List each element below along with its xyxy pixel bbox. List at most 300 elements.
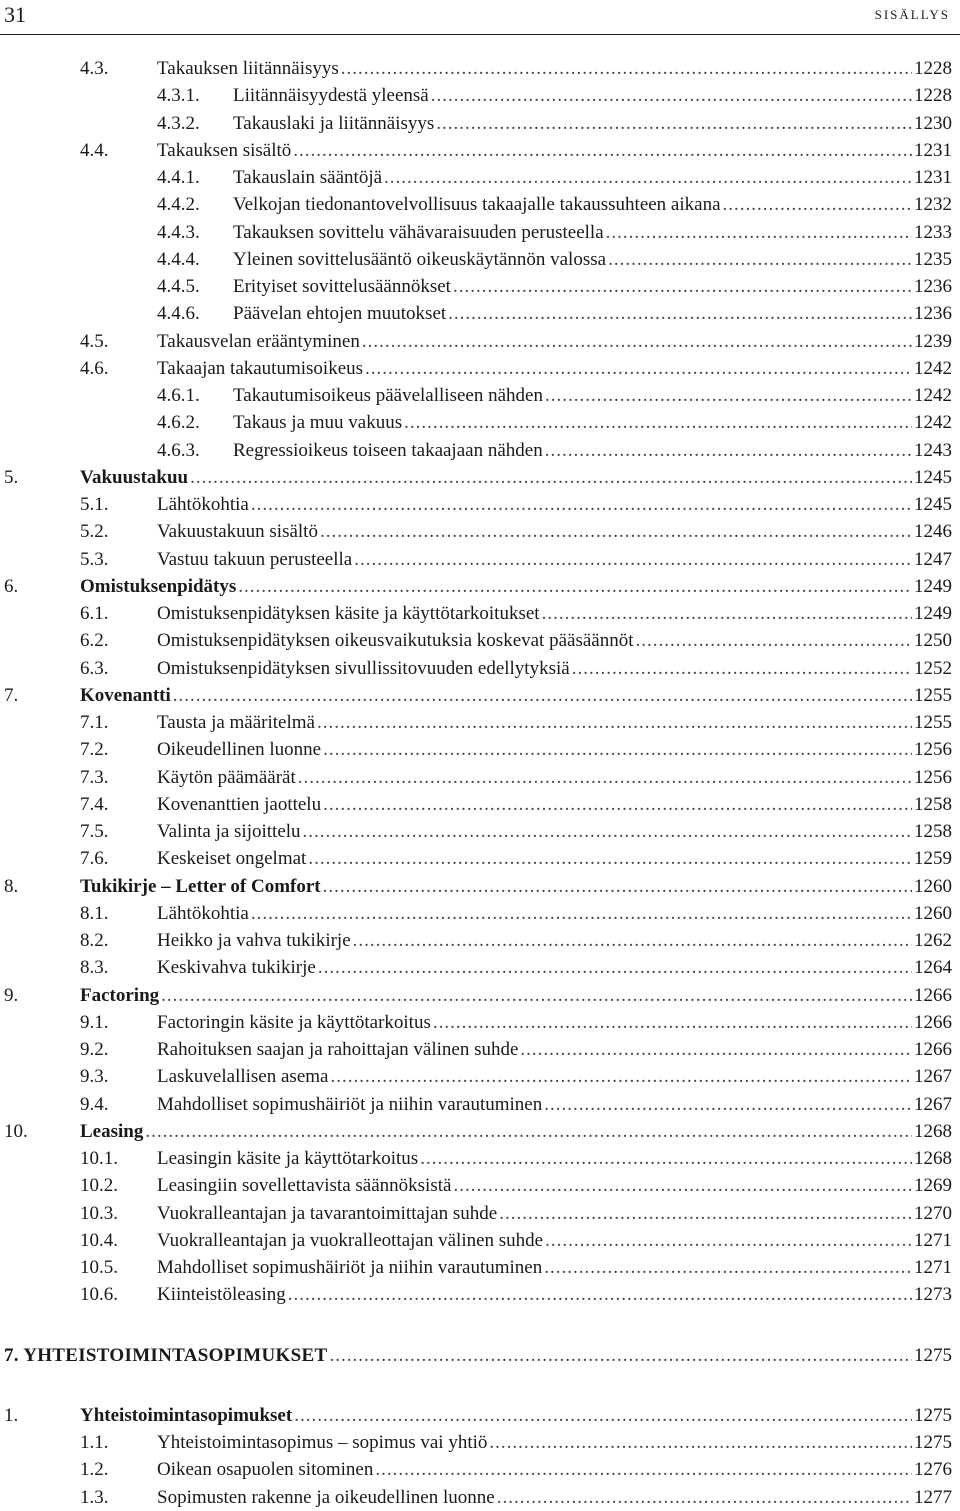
toc-entry-page: 1255 [914,712,952,733]
toc-entry[interactable] [0,1172,952,1199]
dot-leader [453,1172,912,1199]
toc-entry-number: 9.3. [80,1066,109,1088]
toc-entry-number: 4.3. [80,58,109,79]
toc-entry-page: 1275 [914,1432,952,1453]
dot-leader [489,1429,912,1456]
dot-leader [173,682,912,709]
toc-entry-body [157,736,952,763]
toc-entry-page: 1276 [914,1459,952,1481]
toc-entry[interactable] [0,1254,952,1281]
toc-entry-number: 6. [4,575,19,597]
toc-entry-body [233,164,952,191]
toc-entry-page: 1243 [914,439,952,461]
dot-leader [161,982,912,1009]
dot-leader [608,246,912,273]
toc-entry-title: Yhteistoimintasopimus – sopimus vai yhtiö [157,1432,488,1453]
toc-entry-body [233,382,952,409]
toc-entry-body [157,1200,952,1227]
toc-entry-body [157,954,952,981]
toc-entry[interactable] [0,627,952,654]
dot-leader [323,791,912,818]
toc-entry-number: 8. [4,875,19,897]
toc-entry-title: Kovenanttien jaottelu [157,793,322,815]
toc-entry-number: 4.6.2. [157,412,200,434]
toc-entry[interactable] [0,982,952,1009]
toc-entry[interactable] [0,1063,952,1090]
dot-leader [636,627,913,654]
toc-entry-number: 10.5. [80,1257,118,1278]
toc-entry-body [157,1063,952,1090]
toc-entry[interactable] [0,1200,952,1227]
toc-entry-page: 1258 [914,821,952,842]
toc-entry[interactable] [0,900,952,927]
toc-entry[interactable] [0,437,952,464]
dot-leader [433,1009,912,1036]
toc-entry-number: 1.1. [80,1432,109,1453]
dot-leader [497,1484,912,1511]
toc-entry-body [157,546,952,573]
toc-entry-number: 1.3. [80,1486,109,1508]
toc-entry-body [157,1091,952,1118]
toc-entry[interactable] [0,709,952,736]
toc-entry-title: Regressioikeus toiseen takaajaan nähden [233,439,543,461]
toc-entry-page: 1260 [914,875,952,897]
toc-entry[interactable] [0,355,952,382]
dot-leader [436,110,912,137]
dot-leader [238,573,912,600]
toc-entry-number: 9. [4,984,19,1006]
toc-entry-title: Mahdolliset sopimushäiriöt ja niihin varautuminen [157,1257,543,1278]
toc-entry-body [233,437,952,464]
toc-entry-body [157,55,952,82]
toc-entry-page: 1245 [914,494,952,515]
toc-entry-body [233,191,952,218]
toc-entry-title: Vuokralleantajan ja vuokralleottajan välinen suhde [157,1229,544,1251]
dot-leader [294,1402,912,1429]
toc-entry-body [80,573,952,600]
toc-entry-page: 1260 [914,902,952,924]
toc-entry-page: 1246 [914,521,952,543]
toc-entry-number: 9.2. [80,1039,109,1060]
toc-entry-body [80,982,952,1009]
toc-entry-page: 1242 [914,385,952,406]
toc-entry[interactable] [0,55,952,82]
toc-entry-page: 1267 [914,1093,952,1115]
toc-entry-body [157,1172,952,1199]
toc-entry[interactable] [0,246,952,273]
toc-entry-number: 5. [4,466,19,488]
toc-entry-body [157,791,952,818]
toc-entry-body [157,818,952,845]
dot-leader [251,491,912,518]
toc-entry-page: 1256 [914,739,952,761]
toc-entry[interactable] [0,464,952,491]
toc-entry-number: 4.6.1. [157,385,200,406]
dot-leader [329,1342,912,1369]
toc-entry-title: Velkojan tiedonantovelvollisuus takaajalle takaussuhteen aikana [233,194,721,216]
toc-entry[interactable] [0,1227,952,1254]
toc-entry-title: Leasingiin sovellettavista säännöksistä [157,1175,452,1197]
toc-entry-page: 1239 [914,330,952,352]
toc-entry-body [233,300,952,327]
toc-entry[interactable] [0,382,952,409]
dot-leader [542,600,912,627]
toc-entry-title: Liitännäisyydestä yleensä [233,85,429,107]
toc-entry-number: 4.6.3. [157,439,200,461]
toc-entry-number: 4.4.4. [157,248,200,270]
dot-leader [323,873,912,900]
toc-entry-number: 4.6. [80,357,109,379]
toc-entry-body [233,246,952,273]
dot-leader [544,1091,912,1118]
toc-entry[interactable] [0,954,952,981]
toc-entry-page: 1236 [914,303,952,325]
toc-entry-page: 1277 [914,1486,952,1508]
page-header [0,0,960,34]
toc-entry-number: 10.2. [80,1175,118,1197]
toc-entry-page: 1275 [914,1404,952,1426]
toc-entry-body [157,1254,952,1281]
toc-entry-page: 1270 [914,1202,952,1224]
toc-entry-page: 1258 [914,793,952,815]
toc-entry[interactable] [0,518,952,545]
toc-entry-page: 1266 [914,1039,952,1060]
toc-entry-page: 1231 [914,139,952,161]
toc-entry[interactable] [0,873,952,900]
header-rule [0,34,960,35]
toc-entry[interactable] [0,110,952,137]
toc-entry-title: Takaus ja muu vakuus [233,412,403,434]
dot-leader [190,464,912,491]
toc-entry-page: 1249 [914,575,952,597]
toc-entry[interactable] [0,736,952,763]
toc-entry-page: 1230 [914,112,952,134]
toc-entry-number: 7.6. [80,848,109,870]
toc-entry-title: Laskuvelallisen asema [157,1066,329,1088]
toc-entry-page: 1242 [914,357,952,379]
toc-entry-number: 6.3. [80,657,109,679]
toc-entry-page: 1271 [914,1257,952,1278]
toc-entry-body [157,1484,952,1511]
toc-entry-title: Lähtökohtia [157,494,249,515]
toc-entry-number: 1.2. [80,1459,109,1481]
dot-leader [353,927,912,954]
toc-entry-title: Mahdolliset sopimushäiriöt ja niihin varautuminen [157,1093,543,1115]
toc-entry-body [80,464,952,491]
toc-entry[interactable] [0,191,952,218]
toc-entry[interactable] [0,137,952,164]
toc-entry[interactable] [0,1091,952,1118]
toc-entry[interactable] [0,655,952,682]
toc-entry-title: Takauksen sovittelu vähävaraisuuden perusteella [233,221,604,243]
toc-entry[interactable] [0,845,952,872]
toc-entry-body [233,110,952,137]
toc-entry-page: 1228 [914,58,952,79]
toc-entry-body [157,764,952,791]
toc-entry-title: Kiinteistöleasing [157,1284,286,1306]
toc-entry-body [157,627,952,654]
toc-entry[interactable] [0,1036,952,1063]
toc-entry-title: Omistuksenpidätyksen oikeusvaikutuksia koskevat pääsäännöt [157,630,634,652]
toc-entry-page: 1259 [914,848,952,870]
toc-entry-title: 7. YHTEISTOIMINTASOPIMUKSET [4,1344,328,1366]
dot-leader [318,954,912,981]
toc-entry-page: 1255 [914,684,952,706]
dot-leader [520,1036,912,1063]
toc-entry[interactable] [0,600,952,627]
toc-entry-page: 1245 [914,466,952,488]
toc-entry-page: 1264 [914,957,952,979]
toc-entry-body [233,82,952,109]
toc-entry-number: 8.1. [80,902,109,924]
toc-entry-body [157,927,952,954]
dot-leader [723,191,912,218]
toc-entry[interactable] [0,1009,952,1036]
toc-entry-number: 4.4.2. [157,194,200,216]
toc-entry-title: Yleinen sovittelusääntö oikeuskäytännön valossa [233,248,607,270]
toc-entry-title: Heikko ja vahva tukikirje [157,930,351,951]
toc-entry[interactable] [0,1402,952,1429]
toc-entry-number: 4.4.3. [157,221,200,243]
toc-entry[interactable] [0,491,952,518]
dot-leader [288,1281,912,1308]
toc-entry-title: Sopimusten rakenne ja oikeudellinen luonne [157,1486,495,1508]
toc-entry-title: Factoringin käsite ja käyttötarkoitus [157,1011,431,1033]
toc-entry-title: Omistuksenpidätys [80,575,237,597]
toc-entry-title: Vuokralleantajan ja tavarantoimittajan suhde [157,1202,498,1224]
toc-entry[interactable] [0,328,952,355]
toc-entry-body [233,273,952,300]
dot-leader [499,1200,912,1227]
running-head: sisällys [874,3,950,23]
toc-entry-page: 1249 [914,603,952,624]
dot-leader [354,546,912,573]
dot-leader [317,709,912,736]
toc-entry-number: 7.3. [80,766,109,788]
toc-entry-body [157,845,952,872]
toc-entry-body [157,1227,952,1254]
dot-leader [420,1145,912,1172]
toc-entry-title: Keskeiset ongelmat [157,848,307,870]
toc-entry-title: Kovenantti [80,684,171,706]
toc-entry[interactable] [0,791,952,818]
toc-entry-body [157,518,952,545]
toc-entry-title: Vakuustakuun sisältö [157,521,318,543]
toc-entry-body [157,1429,952,1456]
toc-entry-title: Keskivahva tukikirje [157,957,316,979]
toc-entry-page: 1250 [914,630,952,652]
toc-entry-body [157,355,952,382]
toc-entry-page: 1232 [914,194,952,216]
toc-entry-page: 1267 [914,1066,952,1088]
toc-entry-number: 7.2. [80,739,109,761]
toc-entry-number: 6.2. [80,630,109,652]
toc-entry-number: 10.6. [80,1284,118,1306]
toc-entry-title: Tausta ja määritelmä [157,712,315,733]
dot-leader [298,764,912,791]
toc-entry-page: 1235 [914,248,952,270]
toc-entry[interactable] [0,1145,952,1172]
toc-entry[interactable] [0,573,952,600]
toc-entry-body [157,1281,952,1308]
toc-entry-page: 1269 [914,1175,952,1197]
toc-entry-number: 10.1. [80,1148,118,1169]
toc-entry-number: 10. [4,1120,28,1142]
toc-entry[interactable] [0,1429,952,1456]
dot-leader [545,1227,912,1254]
dot-leader [431,82,912,109]
toc-entry-page: 1231 [914,167,952,188]
toc-entry-number: 7. [4,684,19,706]
dot-leader [384,164,912,191]
dot-leader [453,273,912,300]
toc-entry-body [80,1118,952,1145]
toc-entry-number: 5.2. [80,521,109,543]
toc-entry-title: Takausvelan erääntyminen [157,330,360,352]
toc-entry-number: 10.3. [80,1202,118,1224]
toc-entry-number: 7.1. [80,712,109,733]
toc-entry[interactable] [0,1281,952,1308]
page-number: 31 [4,2,26,27]
toc-entry-number: 4.4.6. [157,303,200,325]
toc-entry-page: 1236 [914,276,952,297]
toc-entry-number: 7.4. [80,793,109,815]
toc-entry-page: 1228 [914,85,952,107]
toc-entry-body [157,1456,952,1483]
dot-leader [544,1254,912,1281]
toc-entry-number: 8.2. [80,930,109,951]
toc-entry-title: Tukikirje – Letter of Comfort [80,875,321,897]
toc-entry-page: 1273 [914,1284,952,1306]
toc-entry-number: 4.3.2. [157,112,200,134]
toc-entry[interactable] [0,219,952,246]
toc-entry[interactable] [0,682,952,709]
toc-entry-number: 4.4. [80,139,109,161]
toc-entry-title: Takauksen liitännäisyys [157,58,339,79]
dot-leader [572,655,912,682]
dot-leader [448,300,912,327]
toc-entry-page: 1262 [914,930,952,951]
toc-entry[interactable] [0,82,952,109]
toc-entry-number: 4.5. [80,330,109,352]
toc-entry-title: Leasing [80,1120,144,1142]
toc-entry-title: Omistuksenpidätyksen sivullissitovuuden edellytyksiä [157,657,570,679]
toc-entry-number: 4.3.1. [157,85,200,107]
dot-leader [545,437,912,464]
toc-entry[interactable] [0,273,952,300]
toc-entry-page: 1266 [914,1011,952,1033]
dot-leader [606,219,912,246]
toc-entry-page: 1252 [914,657,952,679]
toc-entry-title: Oikean osapuolen sitominen [157,1459,374,1481]
toc-entry-body [233,409,952,436]
dot-leader [362,328,912,355]
toc-entry-body [157,491,952,518]
toc-entry-title: Yhteistoimintasopimukset [80,1404,293,1426]
toc-entry-body [157,1009,952,1036]
toc-entry-number: 5.3. [80,548,109,570]
toc-entry-page: 1275 [914,1344,952,1366]
toc-entry-title: Leasingin käsite ja käyttötarkoitus [157,1148,419,1169]
toc-entry-body [80,682,952,709]
dot-leader [341,55,912,82]
toc-entry-number: 4.4.5. [157,276,200,297]
toc-entry-title: Lähtökohtia [157,902,249,924]
toc-entry[interactable] [0,409,952,436]
toc-entry-body [157,1036,952,1063]
dot-leader [375,1456,912,1483]
toc-entry-title: Rahoituksen saajan ja rahoittajan välinen suhde [157,1039,519,1060]
toc-entry-body [80,873,952,900]
dot-leader [303,818,912,845]
dot-leader [320,518,912,545]
toc-entry-title: Oikeudellinen luonne [157,739,322,761]
dot-leader [293,137,912,164]
toc-entry-number: 7.5. [80,821,109,842]
toc-entry[interactable] [0,1456,952,1483]
toc-entry-body [157,328,952,355]
toc-entry-body [157,709,952,736]
toc-entry-number: 1. [4,1404,19,1426]
toc-entry-body [157,900,952,927]
toc-entry-page: 1233 [914,221,952,243]
toc-entry-title: Takaajan takautumisoikeus [157,357,364,379]
toc-entry[interactable] [0,546,952,573]
toc-entry-page: 1256 [914,766,952,788]
toc-entry-page: 1268 [914,1148,952,1169]
toc-entry[interactable] [0,164,952,191]
toc-entry[interactable] [0,927,952,954]
dot-leader [308,845,912,872]
toc-entry-title: Takauslaki ja liitännäisyys [233,112,435,134]
toc-entry-page: 1242 [914,412,952,434]
toc-entry-title: Takauslain sääntöjä [233,167,383,188]
toc-entry[interactable] [0,1118,952,1145]
toc-entry-body [157,655,952,682]
toc-entry-title: Omistuksenpidätyksen käsite ja käyttötarkoitukset [157,603,540,624]
toc-entry-body [233,219,952,246]
dot-leader [545,382,912,409]
toc-entry-title: Vastuu takuun perusteella [157,548,353,570]
toc-entry-page: 1271 [914,1229,952,1251]
toc-entry-number: 8.3. [80,957,109,979]
toc-entry-page: 1268 [914,1120,952,1142]
toc-entry-title: Käytön päämäärät [157,766,296,788]
dot-leader [145,1118,912,1145]
toc-entry-number: 9.1. [80,1011,109,1033]
toc-entry[interactable] [0,764,952,791]
toc-entry-number: 5.1. [80,494,109,515]
toc-entry[interactable] [0,300,952,327]
toc-entry-title: Takautumisoikeus päävelalliseen nähden [233,385,543,406]
toc-entry[interactable] [0,1484,952,1511]
toc-entry[interactable] [0,818,952,845]
dot-leader [365,355,912,382]
dot-leader [330,1063,912,1090]
dot-leader [251,900,912,927]
toc-entry-body [157,600,952,627]
toc-entry-title: Erityiset sovittelusäännökset [233,276,451,297]
toc-entry-title: Päävelan ehtojen muutokset [233,303,447,325]
toc-entry-body [80,1402,952,1429]
toc-entry-title: Vakuustakuu [80,466,189,488]
toc-entry-title: Takauksen sisältö [157,139,292,161]
dot-leader [323,736,912,763]
toc-entry-body [157,137,952,164]
toc-entry[interactable] [0,1342,952,1369]
toc-entry-number: 9.4. [80,1093,109,1115]
toc-entry-title: Valinta ja sijoittelu [157,821,301,842]
